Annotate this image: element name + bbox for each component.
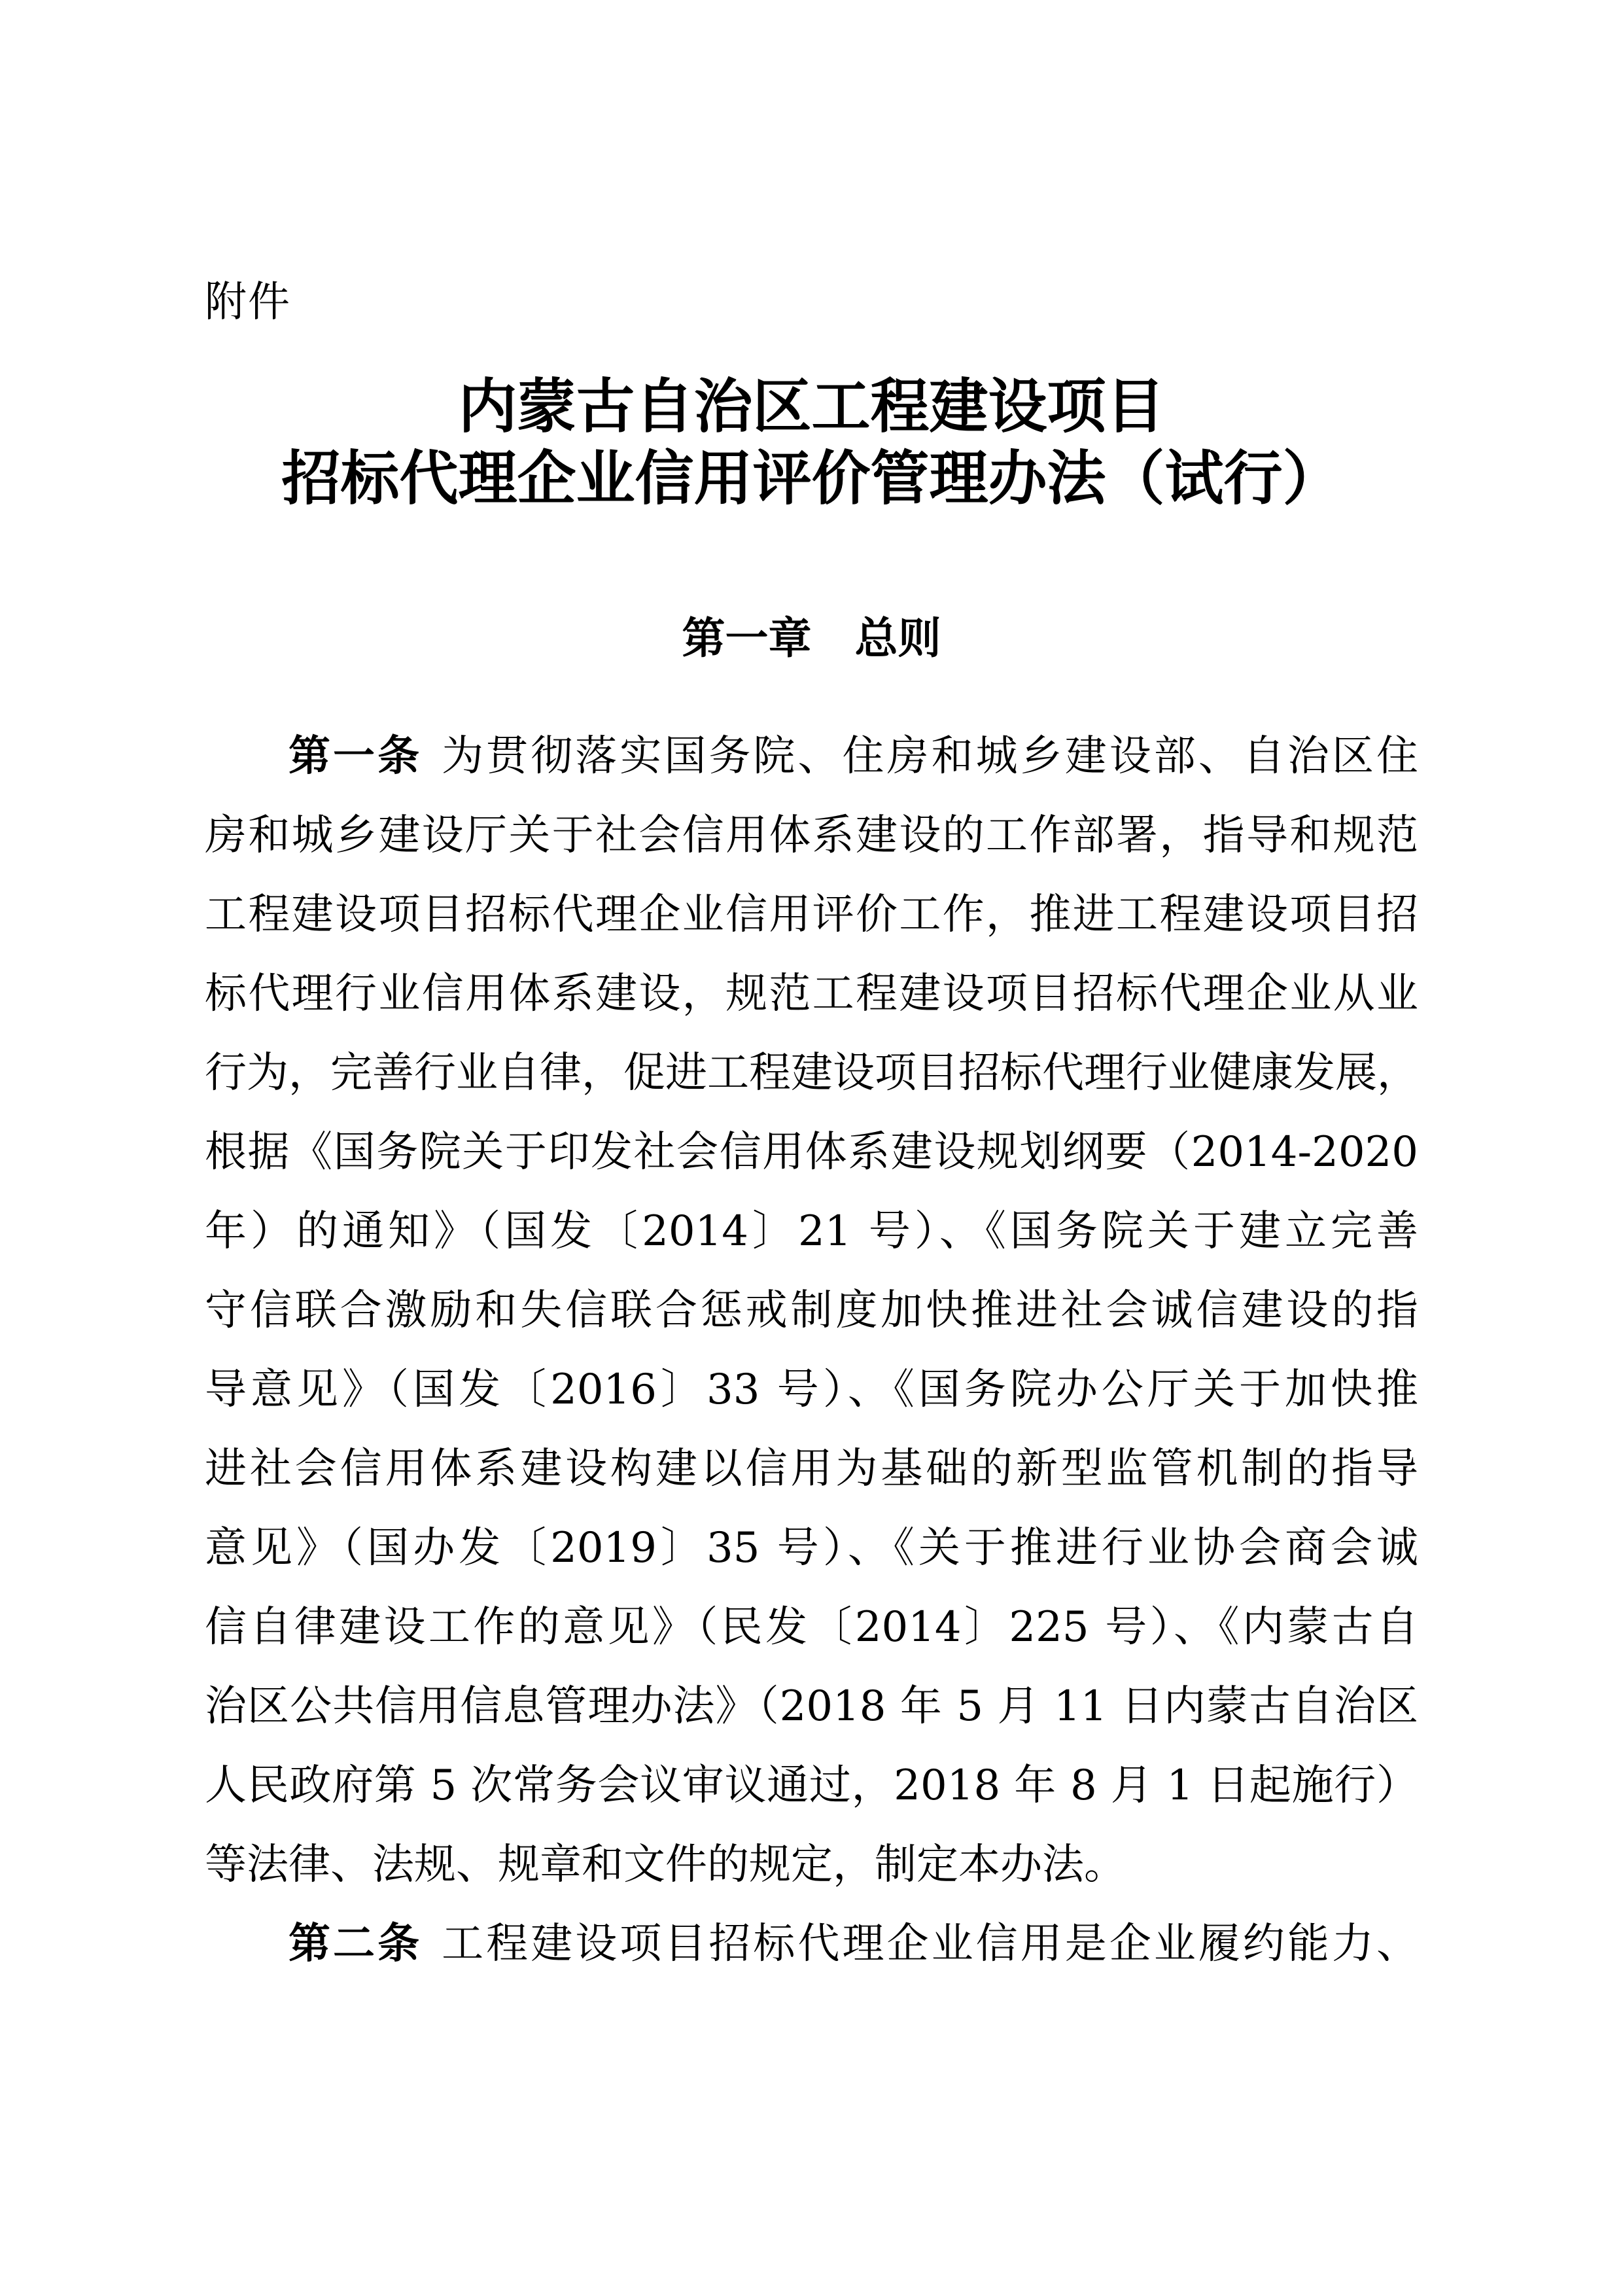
body-line: 工程建设项目招标代理企业信用评价工作，推进工程建设项目招 — [205, 891, 1418, 939]
body-line: 行为，完善行业自律，促进工程建设项目招标代理行业健康发展， — [205, 1049, 1419, 1097]
document-title-line-2: 招标代理企业信用评价管理办法（试行） — [281, 444, 1342, 513]
body-line: 导意见》（国发〔2016〕33 号）、《国务院办公厅关于加快推 — [205, 1366, 1418, 1414]
document-title-line-1: 内蒙古自治区工程建设项目 — [458, 372, 1165, 441]
article-number: 第二条 — [288, 1920, 423, 1968]
body-line-text: 工程建设项目招标代理企业信用是企业履约能力、 — [442, 1920, 1418, 1968]
body-line — [205, 717, 1418, 796]
article-number: 第一条 — [288, 732, 423, 781]
body-line: 治区公共信用信息管理办法》（2018 年 5 月 11 日内蒙古自治区 — [205, 1682, 1418, 1731]
body-line: 房和城乡建设厅关于社会信用体系建设的工作部署，指导和规范 — [205, 811, 1418, 860]
attachment-label: 附件 — [205, 278, 291, 327]
chapter-number: 第一章 — [682, 613, 812, 663]
body-line — [205, 1905, 1418, 1984]
body-line: 年）的通知》（国发〔2014〕21 号）、《国务院关于建立完善 — [205, 1207, 1418, 1256]
document-title — [0, 370, 1623, 514]
body-line: 守信联合激励和失信联合惩戒制度加快推进社会诚信建设的指 — [205, 1286, 1418, 1335]
body-line-text: 为贯彻落实国务院、住房和城乡建设部、自治区住 — [442, 732, 1418, 781]
body-line: 人民政府第 5 次常务会议审议通过，2018 年 8 月 1 日起施行） — [205, 1761, 1418, 1810]
body-line: 等法律、法规、规章和文件的规定，制定本办法。 — [205, 1841, 1126, 1889]
chapter-heading — [0, 612, 1623, 664]
body-line: 根据《国务院关于印发社会信用体系建设规划纲要（2014-2020 — [205, 1128, 1418, 1176]
chapter-title: 总则 — [854, 613, 941, 663]
body-line: 信自律建设工作的意见》（民发〔2014〕225 号）、《内蒙古自 — [205, 1603, 1418, 1651]
body-line: 进社会信用体系建设构建以信用为基础的新型监管机制的指导 — [205, 1445, 1418, 1493]
body-line: 标代理行业信用体系建设，规范工程建设项目招标代理企业从业 — [205, 970, 1418, 1018]
document-body — [205, 717, 1418, 1984]
body-line: 意见》（国办发〔2019〕35 号）、《关于推进行业协会商会诚 — [205, 1524, 1418, 1572]
